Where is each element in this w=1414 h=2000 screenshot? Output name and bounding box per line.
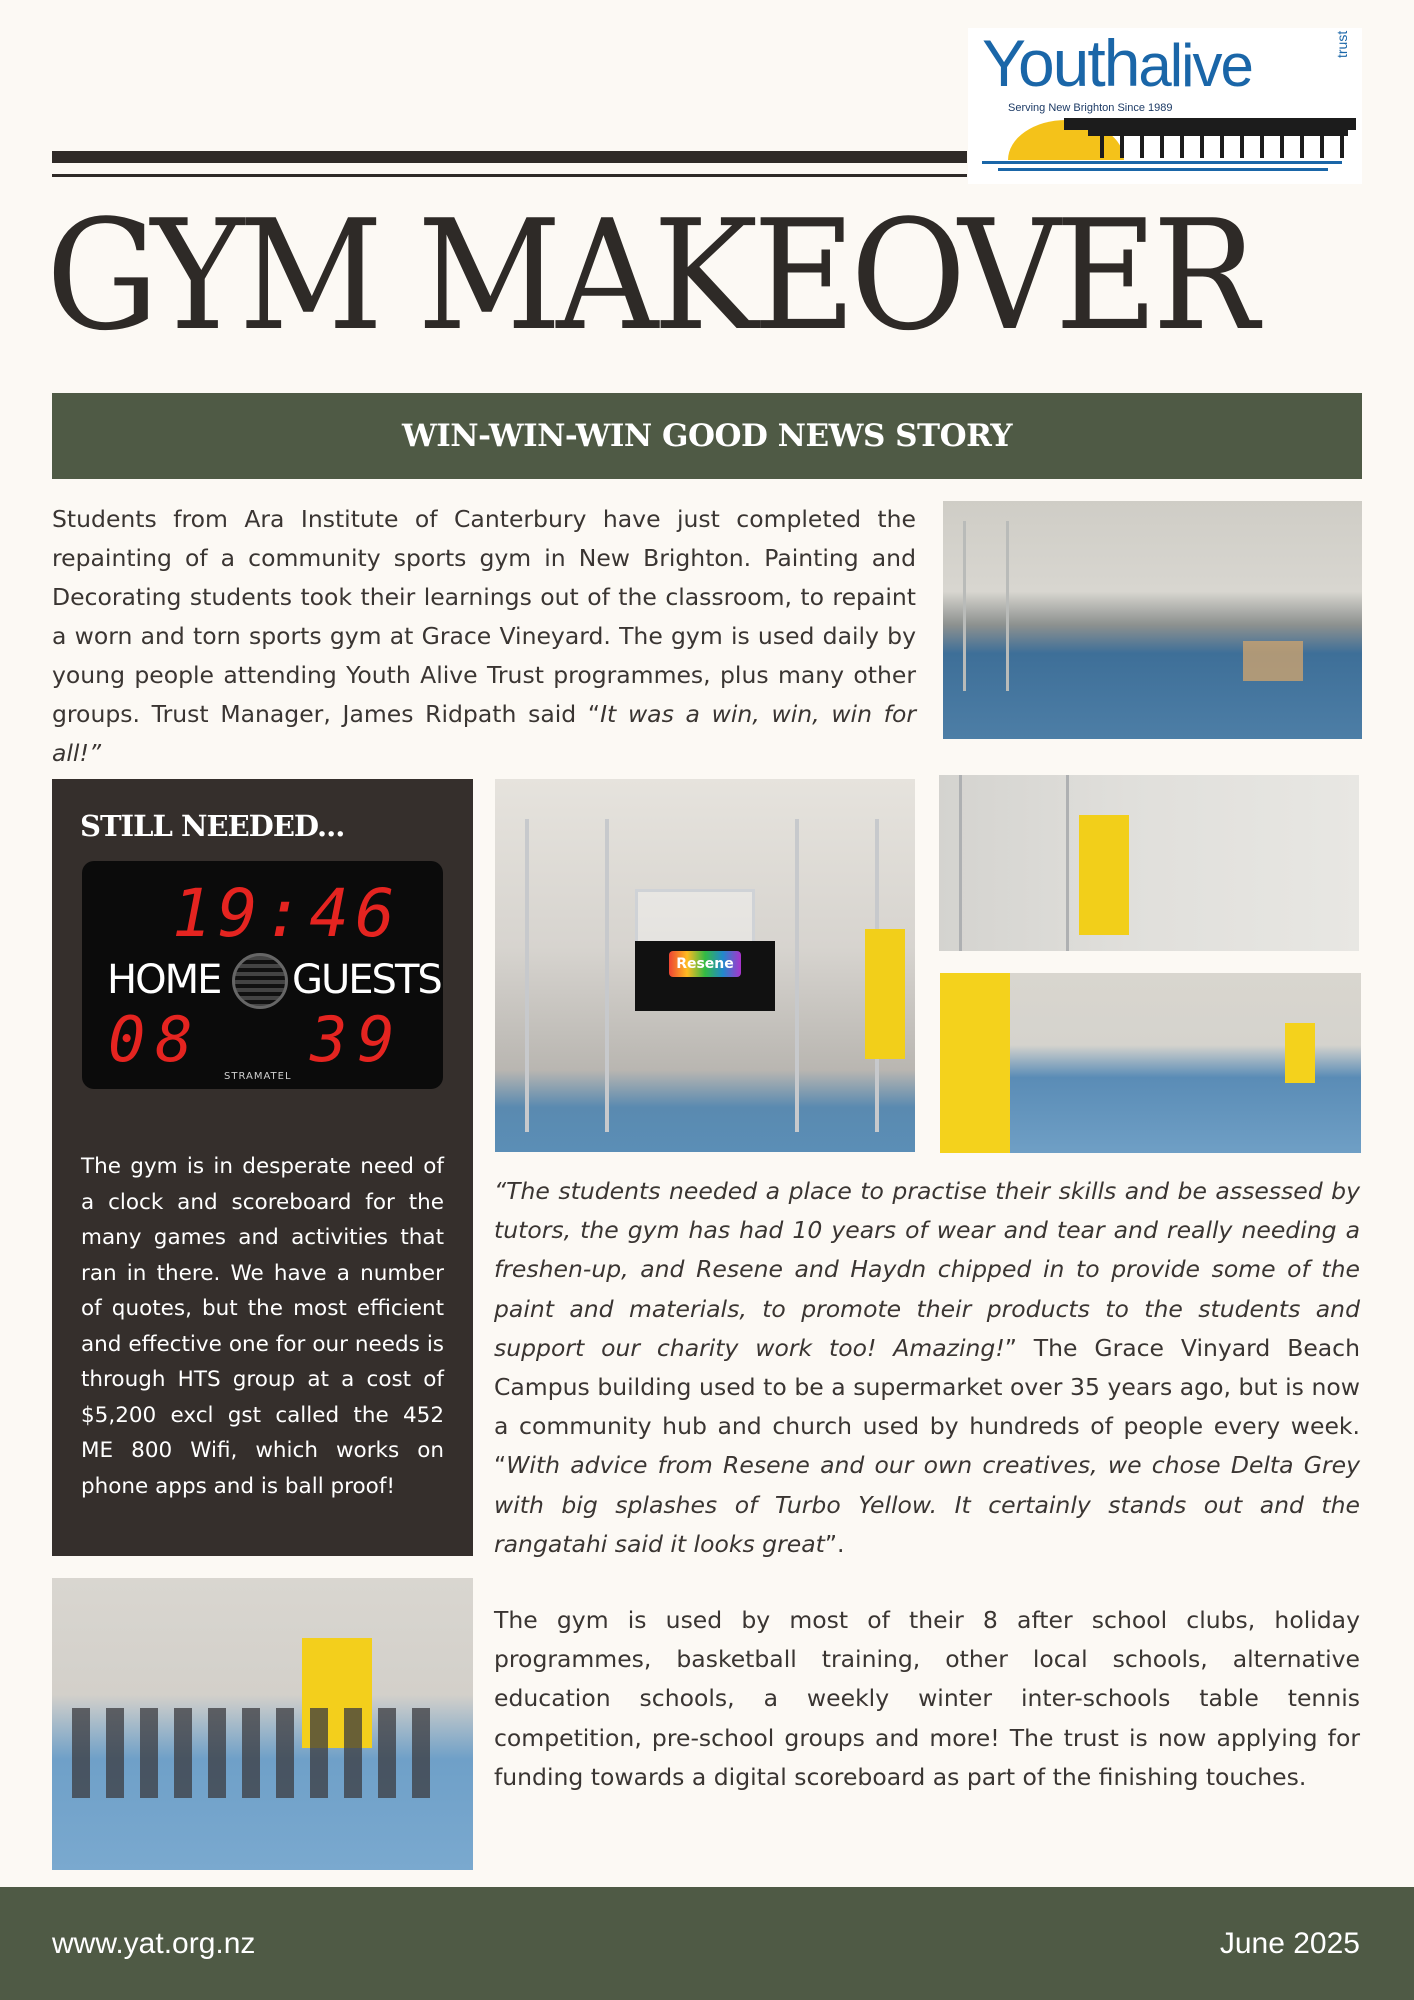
intro-quote: It was a win, win, win for all!”	[52, 700, 916, 767]
footer	[0, 1887, 1414, 2000]
logo-trust: trust	[1334, 30, 1350, 58]
quote-students: “The students needed a place to practise their skills and be assessed by tutors, the gym has had 10 years of wear and tear and really needing a freshen-up, and Resene and Haydn chipped in to provide some of the paint and materials, to promote their products to the students and support our charity work too! Amazing!	[494, 1177, 1360, 1362]
article-paragraph-2: The gym is used by most of their 8 after school clubs, holiday programmes, basketball training, other local schools, alternative education schools, a weekly winter inter-schools table tennis competition, pre-school groups and more! The trust is now applying for funding towards a digital scoreboard as part of the finishing touches.	[494, 1606, 1360, 1791]
intro-text: Students from Ara Institute of Canterbury have just completed the repainting of a community sports gym in New Brighton. Painting and Decorating students took their learnings out of the classroom, to repaint a worn and torn sports gym at Grace Vineyard. The gym is used daily by young people attending Youth Alive Trust programmes, plus many other groups. Trust Manager, James Ridpath said “	[52, 505, 916, 728]
yellow-door	[865, 929, 905, 1059]
scaffold-pole	[605, 819, 609, 1132]
scaffold-frame	[959, 775, 1069, 951]
yellow-wall	[940, 973, 1010, 1153]
youth-alive-logo	[968, 28, 1362, 184]
quote-close: ”.	[824, 1529, 845, 1558]
scoreboard-time: 19:46	[172, 875, 401, 952]
main-article	[494, 1172, 1360, 1834]
scoreboard-brand: STRAMATEL	[224, 1071, 292, 1082]
photo-yellow-door-scaffold	[939, 775, 1359, 951]
yellow-door	[1285, 1023, 1315, 1083]
scaffold-pole	[795, 819, 799, 1132]
logo-tagline: Serving New Brighton Since 1989	[1008, 102, 1173, 114]
banner-text: WIN-WIN-WIN GOOD NEWS STORY	[401, 418, 1013, 454]
quote-colours: With advice from Resene and our own creatives, we chose Delta Grey with big splashes of Turbo Yellow. It certainly stands out and the rangatahi said it looks great	[494, 1451, 1360, 1558]
scoreboard-home-score: 08	[108, 1003, 203, 1076]
scoreboard-guests-score: 39	[310, 1003, 405, 1076]
speaker-icon	[232, 953, 288, 1009]
photo-gym-painting-in-progress	[943, 501, 1362, 739]
logo-pier-sun-icon	[968, 28, 1362, 184]
scaffold-pole	[525, 819, 529, 1132]
intro-paragraph	[52, 500, 916, 773]
article-paragraph-1	[494, 1172, 1360, 1564]
kids-group	[72, 1708, 442, 1798]
header-rule-thick	[52, 151, 967, 163]
photo-kids-in-gym	[52, 1578, 473, 1870]
resene-banner	[635, 941, 775, 1011]
page-title: GYM MAKEOVER	[46, 187, 1254, 364]
still-needed-box	[52, 779, 473, 1556]
still-needed-text: The gym is in desperate need of a clock and scoreboard for the many games and activities that ran in there. We have a number of quotes, but the most efficient and effective one for our needs is through HTS group at a cost of $5,200 excl gst called the 452 ME 800 Wifi, which works on phone apps and is ball proof!	[81, 1154, 444, 1499]
scoreboard-home-label: HOME	[107, 957, 221, 1003]
still-needed-heading: STILL NEEDED...	[80, 809, 345, 843]
text-building: ” The Grace Vinyard Beach Campus building used to be a supermarket over 35 years ago, but is now a community hub and church used by hundreds of people every week. “	[494, 1333, 1360, 1480]
photo-finished-gym	[940, 973, 1361, 1153]
issue-date: June 2025	[1219, 1927, 1360, 1960]
resene-logo: Resene	[669, 951, 741, 977]
scoreboard-image	[82, 861, 443, 1089]
website-link[interactable]: www.yat.org.nz	[52, 1927, 256, 1960]
header-rule-thin	[52, 174, 967, 177]
logo-word-youth: Youth	[982, 26, 1139, 100]
scoreboard-guests-label: GUESTS	[292, 957, 441, 1003]
subtitle-banner	[52, 393, 1362, 479]
logo-word-alive: alive	[1138, 32, 1252, 99]
yellow-door	[1079, 815, 1129, 935]
photo-students-on-scaffolding	[495, 779, 915, 1152]
